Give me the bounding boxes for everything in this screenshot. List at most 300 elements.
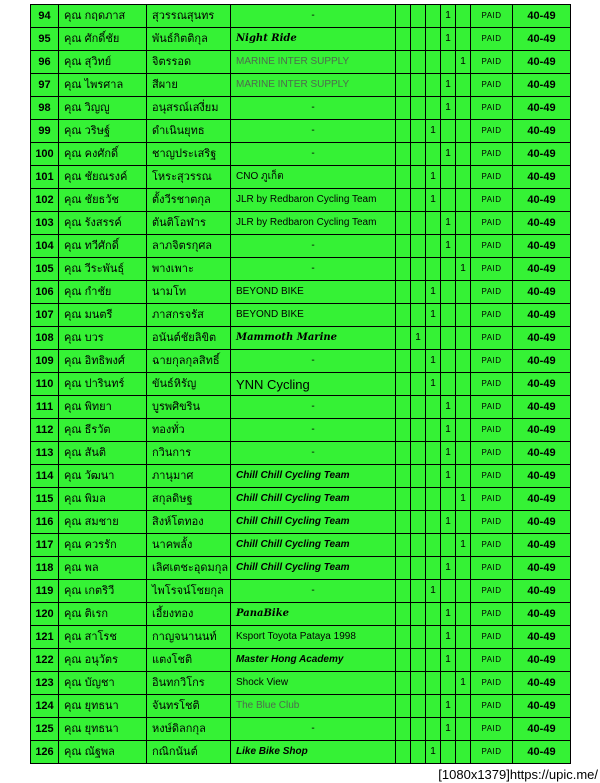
category-mark bbox=[456, 189, 471, 212]
team-name: - bbox=[231, 143, 396, 166]
last-name: ไพโรจน์โชยกุล bbox=[147, 580, 231, 603]
row-number: 105 bbox=[31, 258, 59, 281]
team-name: - bbox=[231, 396, 396, 419]
first-name: คุณ สาโรช bbox=[59, 626, 147, 649]
table-row bbox=[31, 396, 571, 419]
row-number: 115 bbox=[31, 488, 59, 511]
category-mark bbox=[411, 580, 426, 603]
category-mark bbox=[411, 718, 426, 741]
category-mark bbox=[426, 74, 441, 97]
category-mark bbox=[426, 718, 441, 741]
row-number: 94 bbox=[31, 5, 59, 28]
category-mark bbox=[441, 373, 456, 396]
last-name: หงษ์ดิลกกุล bbox=[147, 718, 231, 741]
team-name: - bbox=[231, 580, 396, 603]
age-group: 40-49 bbox=[513, 350, 571, 373]
team-name: JLR by Redbaron Cycling Team bbox=[231, 189, 396, 212]
category-mark: 1 bbox=[456, 488, 471, 511]
category-mark bbox=[456, 695, 471, 718]
category-mark bbox=[396, 442, 411, 465]
category-mark bbox=[456, 350, 471, 373]
paid-status: PAID bbox=[471, 695, 513, 718]
category-mark bbox=[456, 603, 471, 626]
category-mark: 1 bbox=[456, 534, 471, 557]
category-mark bbox=[426, 603, 441, 626]
category-mark bbox=[456, 74, 471, 97]
row-number: 100 bbox=[31, 143, 59, 166]
category-mark bbox=[456, 304, 471, 327]
category-mark bbox=[456, 511, 471, 534]
row-number: 121 bbox=[31, 626, 59, 649]
paid-status: PAID bbox=[471, 5, 513, 28]
category-mark bbox=[456, 373, 471, 396]
age-group: 40-49 bbox=[513, 235, 571, 258]
row-number: 125 bbox=[31, 718, 59, 741]
last-name: ตั้งวีรชาตกุล bbox=[147, 189, 231, 212]
category-mark bbox=[441, 304, 456, 327]
row-number: 106 bbox=[31, 281, 59, 304]
team-name: - bbox=[231, 258, 396, 281]
row-number: 126 bbox=[31, 741, 59, 764]
team-name: - bbox=[231, 419, 396, 442]
category-mark: 1 bbox=[426, 373, 441, 396]
table-row bbox=[31, 580, 571, 603]
category-mark bbox=[456, 557, 471, 580]
row-number: 123 bbox=[31, 672, 59, 695]
last-name: สิงห์โตทอง bbox=[147, 511, 231, 534]
team-name: Chill Chill Cycling Team bbox=[231, 534, 396, 557]
row-number: 98 bbox=[31, 97, 59, 120]
category-mark bbox=[411, 534, 426, 557]
category-mark: 1 bbox=[441, 97, 456, 120]
paid-status: PAID bbox=[471, 166, 513, 189]
team-name: MARINE INTER SUPPLY bbox=[231, 51, 396, 74]
category-mark: 1 bbox=[426, 166, 441, 189]
category-mark bbox=[396, 304, 411, 327]
table-row bbox=[31, 235, 571, 258]
row-number: 111 bbox=[31, 396, 59, 419]
first-name: คุณ ณัฐพล bbox=[59, 741, 147, 764]
paid-status: PAID bbox=[471, 626, 513, 649]
team-name: Chill Chill Cycling Team bbox=[231, 488, 396, 511]
category-mark bbox=[411, 741, 426, 764]
row-number: 122 bbox=[31, 649, 59, 672]
category-mark bbox=[411, 649, 426, 672]
table-row bbox=[31, 626, 571, 649]
category-mark bbox=[456, 465, 471, 488]
last-name: สีผาย bbox=[147, 74, 231, 97]
category-mark bbox=[396, 373, 411, 396]
paid-status: PAID bbox=[471, 603, 513, 626]
row-number: 124 bbox=[31, 695, 59, 718]
paid-status: PAID bbox=[471, 396, 513, 419]
team-name: - bbox=[231, 235, 396, 258]
category-mark bbox=[426, 672, 441, 695]
category-mark bbox=[441, 51, 456, 74]
team-name: - bbox=[231, 120, 396, 143]
category-mark bbox=[441, 580, 456, 603]
category-mark bbox=[411, 28, 426, 51]
first-name: คุณ วริษฐ์ bbox=[59, 120, 147, 143]
category-mark bbox=[396, 396, 411, 419]
category-mark bbox=[456, 143, 471, 166]
last-name: จันทรโชติ bbox=[147, 695, 231, 718]
last-name: กวินการ bbox=[147, 442, 231, 465]
category-mark bbox=[426, 396, 441, 419]
category-mark bbox=[411, 120, 426, 143]
category-mark bbox=[441, 281, 456, 304]
paid-status: PAID bbox=[471, 442, 513, 465]
table-row bbox=[31, 442, 571, 465]
age-group: 40-49 bbox=[513, 327, 571, 350]
age-group: 40-49 bbox=[513, 557, 571, 580]
paid-status: PAID bbox=[471, 235, 513, 258]
category-mark bbox=[456, 5, 471, 28]
first-name: คุณ สมชาย bbox=[59, 511, 147, 534]
category-mark: 1 bbox=[441, 465, 456, 488]
paid-status: PAID bbox=[471, 488, 513, 511]
category-mark: 1 bbox=[441, 603, 456, 626]
table-row bbox=[31, 373, 571, 396]
paid-status: PAID bbox=[471, 304, 513, 327]
first-name: คุณ ควรรัก bbox=[59, 534, 147, 557]
table-row bbox=[31, 51, 571, 74]
category-mark bbox=[456, 419, 471, 442]
table-row bbox=[31, 741, 571, 764]
category-mark bbox=[411, 672, 426, 695]
category-mark bbox=[426, 5, 441, 28]
table-row bbox=[31, 672, 571, 695]
table-row bbox=[31, 465, 571, 488]
category-mark bbox=[411, 695, 426, 718]
team-name: - bbox=[231, 350, 396, 373]
category-mark bbox=[426, 28, 441, 51]
team-name: Chill Chill Cycling Team bbox=[231, 511, 396, 534]
category-mark: 1 bbox=[426, 741, 441, 764]
category-mark: 1 bbox=[441, 557, 456, 580]
age-group: 40-49 bbox=[513, 603, 571, 626]
paid-status: PAID bbox=[471, 580, 513, 603]
last-name: ภานุมาศ bbox=[147, 465, 231, 488]
first-name: คุณ อิทธิพงศ์ bbox=[59, 350, 147, 373]
table-row bbox=[31, 258, 571, 281]
category-mark: 1 bbox=[441, 419, 456, 442]
table-row bbox=[31, 5, 571, 28]
last-name: กณิกนันต์ bbox=[147, 741, 231, 764]
row-number: 116 bbox=[31, 511, 59, 534]
paid-status: PAID bbox=[471, 74, 513, 97]
first-name: คุณ กำชัย bbox=[59, 281, 147, 304]
category-mark bbox=[396, 327, 411, 350]
category-mark bbox=[411, 557, 426, 580]
category-mark bbox=[396, 649, 411, 672]
first-name: คุณ มนตรี bbox=[59, 304, 147, 327]
table-row bbox=[31, 511, 571, 534]
row-number: 108 bbox=[31, 327, 59, 350]
row-number: 114 bbox=[31, 465, 59, 488]
category-mark: 1 bbox=[426, 120, 441, 143]
age-group: 40-49 bbox=[513, 511, 571, 534]
category-mark: 1 bbox=[456, 51, 471, 74]
age-group: 40-49 bbox=[513, 143, 571, 166]
age-group: 40-49 bbox=[513, 488, 571, 511]
age-group: 40-49 bbox=[513, 695, 571, 718]
table-row bbox=[31, 718, 571, 741]
last-name: นามโท bbox=[147, 281, 231, 304]
team-name: Like Bike Shop bbox=[231, 741, 396, 764]
table-row bbox=[31, 557, 571, 580]
table-row bbox=[31, 419, 571, 442]
category-mark: 1 bbox=[441, 143, 456, 166]
category-mark bbox=[426, 695, 441, 718]
category-mark bbox=[426, 327, 441, 350]
category-mark bbox=[456, 166, 471, 189]
age-group: 40-49 bbox=[513, 534, 571, 557]
first-name: คุณ คงศักดิ์ bbox=[59, 143, 147, 166]
category-mark bbox=[441, 488, 456, 511]
table-row bbox=[31, 120, 571, 143]
category-mark: 1 bbox=[426, 281, 441, 304]
paid-status: PAID bbox=[471, 557, 513, 580]
first-name: คุณ บัญชา bbox=[59, 672, 147, 695]
table-row bbox=[31, 212, 571, 235]
category-mark bbox=[426, 465, 441, 488]
category-mark: 1 bbox=[441, 511, 456, 534]
table-row bbox=[31, 304, 571, 327]
team-name: BEYOND BIKE bbox=[231, 281, 396, 304]
category-mark bbox=[396, 718, 411, 741]
category-mark bbox=[456, 28, 471, 51]
last-name: อนันต์ชัยลิขิต bbox=[147, 327, 231, 350]
paid-status: PAID bbox=[471, 281, 513, 304]
category-mark: 1 bbox=[441, 626, 456, 649]
table-row bbox=[31, 143, 571, 166]
category-mark: 1 bbox=[441, 442, 456, 465]
row-number: 99 bbox=[31, 120, 59, 143]
category-mark: 1 bbox=[441, 74, 456, 97]
age-group: 40-49 bbox=[513, 580, 571, 603]
category-mark bbox=[396, 672, 411, 695]
category-mark bbox=[396, 741, 411, 764]
category-mark bbox=[456, 396, 471, 419]
first-name: คุณ ติเรก bbox=[59, 603, 147, 626]
last-name: จิตรรอด bbox=[147, 51, 231, 74]
last-name: นาคพลั้ง bbox=[147, 534, 231, 557]
last-name: ลาภจิตรกุศล bbox=[147, 235, 231, 258]
row-number: 102 bbox=[31, 189, 59, 212]
category-mark bbox=[426, 235, 441, 258]
category-mark: 1 bbox=[441, 718, 456, 741]
table-row bbox=[31, 488, 571, 511]
row-number: 119 bbox=[31, 580, 59, 603]
table-row bbox=[31, 327, 571, 350]
paid-status: PAID bbox=[471, 120, 513, 143]
row-number: 107 bbox=[31, 304, 59, 327]
category-mark: 1 bbox=[456, 672, 471, 695]
category-mark bbox=[396, 626, 411, 649]
first-name: คุณ พิมล bbox=[59, 488, 147, 511]
category-mark: 1 bbox=[441, 5, 456, 28]
first-name: คุณ อนุวัตร bbox=[59, 649, 147, 672]
category-mark bbox=[411, 212, 426, 235]
team-name: Ksport Toyota Pataya 1998 bbox=[231, 626, 396, 649]
first-name: คุณ วีระพันธุ์ bbox=[59, 258, 147, 281]
paid-status: PAID bbox=[471, 327, 513, 350]
last-name: ตันติโอฬาร bbox=[147, 212, 231, 235]
age-group: 40-49 bbox=[513, 672, 571, 695]
paid-status: PAID bbox=[471, 97, 513, 120]
watermark: [1080x1379]https://upic.me/ bbox=[438, 767, 598, 782]
first-name: คุณ กฤดภาส bbox=[59, 5, 147, 28]
age-group: 40-49 bbox=[513, 51, 571, 74]
last-name: ขันธ์หิรัญ bbox=[147, 373, 231, 396]
row-number: 118 bbox=[31, 557, 59, 580]
category-mark bbox=[426, 649, 441, 672]
category-mark bbox=[411, 189, 426, 212]
category-mark bbox=[441, 166, 456, 189]
category-mark bbox=[426, 419, 441, 442]
category-mark bbox=[426, 626, 441, 649]
team-name: JLR by Redbaron Cycling Team bbox=[231, 212, 396, 235]
team-name: - bbox=[231, 97, 396, 120]
first-name: คุณ ยุทธนา bbox=[59, 718, 147, 741]
age-group: 40-49 bbox=[513, 718, 571, 741]
first-name: คุณ วิญญู bbox=[59, 97, 147, 120]
category-mark bbox=[456, 327, 471, 350]
category-mark bbox=[396, 5, 411, 28]
category-mark bbox=[411, 488, 426, 511]
age-group: 40-49 bbox=[513, 649, 571, 672]
category-mark bbox=[411, 258, 426, 281]
category-mark bbox=[456, 626, 471, 649]
row-number: 112 bbox=[31, 419, 59, 442]
last-name: สุวรรณสุนทร bbox=[147, 5, 231, 28]
table-row bbox=[31, 74, 571, 97]
category-mark bbox=[456, 235, 471, 258]
age-group: 40-49 bbox=[513, 189, 571, 212]
category-mark bbox=[456, 212, 471, 235]
paid-status: PAID bbox=[471, 143, 513, 166]
first-name: คุณ บวร bbox=[59, 327, 147, 350]
paid-status: PAID bbox=[471, 649, 513, 672]
last-name: พันธ์กิตติกุล bbox=[147, 28, 231, 51]
team-name: Night Ride bbox=[231, 28, 396, 51]
category-mark bbox=[411, 419, 426, 442]
paid-status: PAID bbox=[471, 419, 513, 442]
category-mark bbox=[396, 695, 411, 718]
last-name: ทองทั่ว bbox=[147, 419, 231, 442]
row-number: 103 bbox=[31, 212, 59, 235]
category-mark: 1 bbox=[441, 649, 456, 672]
category-mark bbox=[441, 672, 456, 695]
category-mark: 1 bbox=[426, 580, 441, 603]
category-mark bbox=[396, 212, 411, 235]
last-name: กาญจนานนท์ bbox=[147, 626, 231, 649]
category-mark bbox=[411, 465, 426, 488]
paid-status: PAID bbox=[471, 741, 513, 764]
first-name: คุณ เกตริวี bbox=[59, 580, 147, 603]
category-mark bbox=[441, 741, 456, 764]
category-mark bbox=[396, 51, 411, 74]
table-row bbox=[31, 97, 571, 120]
table-row bbox=[31, 603, 571, 626]
team-name: Mammoth Marine bbox=[231, 327, 396, 350]
category-mark bbox=[456, 741, 471, 764]
first-name: คุณ ทวีศักดิ์ bbox=[59, 235, 147, 258]
category-mark bbox=[426, 212, 441, 235]
category-mark bbox=[396, 28, 411, 51]
age-group: 40-49 bbox=[513, 166, 571, 189]
category-mark bbox=[456, 718, 471, 741]
category-mark bbox=[396, 534, 411, 557]
table-row bbox=[31, 281, 571, 304]
category-mark bbox=[411, 603, 426, 626]
table-row bbox=[31, 534, 571, 557]
category-mark bbox=[396, 488, 411, 511]
table-row bbox=[31, 28, 571, 51]
team-name: Master Hong Academy bbox=[231, 649, 396, 672]
age-group: 40-49 bbox=[513, 465, 571, 488]
category-mark bbox=[396, 166, 411, 189]
last-name: ชาญประเสริฐ bbox=[147, 143, 231, 166]
category-mark bbox=[411, 626, 426, 649]
category-mark bbox=[396, 281, 411, 304]
row-number: 95 bbox=[31, 28, 59, 51]
paid-status: PAID bbox=[471, 511, 513, 534]
category-mark bbox=[411, 5, 426, 28]
first-name: คุณ ยุทธนา bbox=[59, 695, 147, 718]
age-group: 40-49 bbox=[513, 74, 571, 97]
category-mark: 1 bbox=[426, 189, 441, 212]
category-mark bbox=[396, 350, 411, 373]
category-mark: 1 bbox=[441, 695, 456, 718]
category-mark bbox=[396, 580, 411, 603]
last-name: ภาสกรจรัส bbox=[147, 304, 231, 327]
first-name: คุณ ปารินทร์ bbox=[59, 373, 147, 396]
category-mark: 1 bbox=[441, 396, 456, 419]
row-number: 101 bbox=[31, 166, 59, 189]
paid-status: PAID bbox=[471, 28, 513, 51]
category-mark bbox=[426, 557, 441, 580]
age-group: 40-49 bbox=[513, 741, 571, 764]
row-number: 110 bbox=[31, 373, 59, 396]
age-group: 40-49 bbox=[513, 442, 571, 465]
paid-status: PAID bbox=[471, 212, 513, 235]
category-mark: 1 bbox=[441, 235, 456, 258]
category-mark bbox=[411, 511, 426, 534]
last-name: เอี้ยงทอง bbox=[147, 603, 231, 626]
first-name: คุณ สุวิทย์ bbox=[59, 51, 147, 74]
category-mark bbox=[426, 442, 441, 465]
age-group: 40-49 bbox=[513, 28, 571, 51]
table-row bbox=[31, 350, 571, 373]
last-name: บูรพศิขริน bbox=[147, 396, 231, 419]
category-mark bbox=[426, 97, 441, 120]
last-name: แตงโชติ bbox=[147, 649, 231, 672]
paid-status: PAID bbox=[471, 465, 513, 488]
paid-status: PAID bbox=[471, 258, 513, 281]
category-mark: 1 bbox=[411, 327, 426, 350]
category-mark bbox=[411, 396, 426, 419]
paid-status: PAID bbox=[471, 189, 513, 212]
category-mark bbox=[411, 442, 426, 465]
age-group: 40-49 bbox=[513, 373, 571, 396]
age-group: 40-49 bbox=[513, 212, 571, 235]
row-number: 96 bbox=[31, 51, 59, 74]
category-mark bbox=[426, 534, 441, 557]
category-mark bbox=[441, 189, 456, 212]
category-mark bbox=[456, 442, 471, 465]
